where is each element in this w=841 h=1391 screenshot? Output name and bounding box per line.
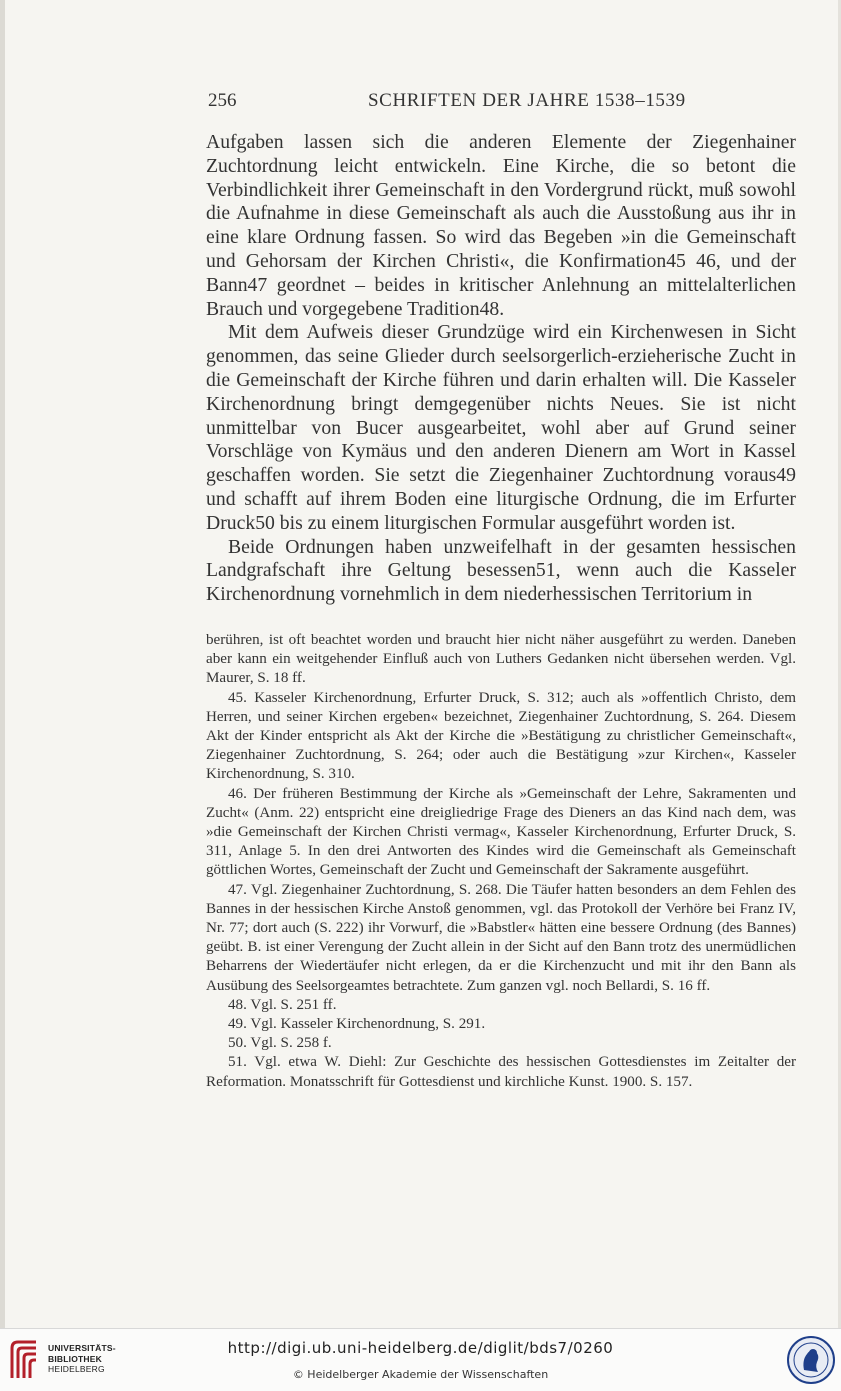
footnote-50: 50. Vgl. S. 258 f. [228, 1035, 332, 1052]
academy-seal-icon [786, 1334, 836, 1386]
permalink-url[interactable]: http://digi.ub.uni-heidelberg.de/diglit/bds7/0260 [227, 1339, 614, 1357]
running-header [208, 90, 798, 116]
footnote-51: 51. Vgl. etwa W. Diehl: Zur Geschichte des hessischen Gottesdienstes im Zeitalter der Reformation. Monatsschrift für Gottesdienst und kirchliche Kunst. 1900. S. 157. [206, 1054, 796, 1090]
footnote-49: 49. Vgl. Kasseler Kirchenordnung, S. 291. [228, 1016, 486, 1033]
library-name-line: HEIDELBERG [48, 1364, 105, 1374]
digitization-footer [0, 1328, 841, 1391]
footnote-47: 47. Vgl. Ziegenhainer Zuchtordnung, S. 268. Die Täufer hatten besonders an dem Fehlen des Bannes in der hessischen Kirche Anstoß genommen, vgl. das Protokoll der Verhöre bei Franz IV, Nr. 77; dort auch (S. 222) ihr Vorwurf, die »Babstler« hätten eine bessere Ordnung (des Bannes) geübt. B. ist einer Verengung der Zucht allein in der Sicht auf den Bann trotz des unermüdlichen Beharrens der Wiedertäufer nicht erlegen, da er die Kirchenzucht und mit ihr den Bann als Ausübung des Seelsorgeamtes betrachtete. Zum ganzen vgl. noch Bellardi, S. 16 ff. [206, 881, 796, 994]
footnotes [206, 631, 796, 1092]
body-paragraph: Aufgaben lassen sich die anderen Elemente der Ziegenhainer Zuchtordnung leicht entwickeln. Eine Kirche, die so betont die Verbindlichkeit ihrer Gemeinschaft in den Vordergrund rückt, muß sowohl die Aufnahme in diese Gemeinschaft als auch die Ausstoßung aus ihr in eine klare Ordnung fassen. So wird das Begeben »in die Gemeinschaft und Gehorsam der Kirchen Christi«, die Konfirmation45 46, und der Bann47 geordnet – beides in kritischer Anlehnung an mittelalterlichen Brauch und vorgegebene Tradition48. [206, 131, 796, 320]
footnote-45: 45. Kasseler Kirchenordnung, Erfurter Druck, S. 312; auch als »offentlich Christo, dem Herren, und seiner Kirchen ergeben« bezeichnet, Ziegenhainer Zuchtordnung, S. 264. Diesem Akt der Kinder entspricht als Akt der Kirche die »Bestätigung zu christlicher Gemeinschaft«, Ziegenhainer Zuchtordnung, S. 264; oder auch die Bestätigung »zur Kirchen«, Kasseler Kirchenordnung, S. 310. [206, 689, 796, 783]
body-paragraph: Beide Ordnungen haben unzweifelhaft in der gesamten hessischen Landgrafschaft ihre Geltung besessen51, wenn auch die Kasseler Kirchenordnung vornehmlich in dem niederhessischen Territorium in [206, 535, 796, 606]
body-paragraph: Mit dem Aufweis dieser Grundzüge wird ein Kirchenwesen in Sicht genommen, das seine Glieder durch seelsorgerlich-erzieherische Zucht in die Gemeinschaft der Kirche führen und darin erhalten will. Die Kasseler Kirchenordnung bringt demgegenüber nichts Neues. Sie ist nicht unmittelbar von Bucer ausgearbeitet, wohl aber auf Grund seiner Vorschläge von Kymäus und den anderen Dienern am Wort in Kassel geschaffen worden. Sie setzt die Ziegenhainer Zuchtordnung voraus49 und schafft auf ihrem Boden eine liturgische Ordnung, die im Erfurter Druck50 bis zu einem liturgischen Formular ausgeführt worden ist. [206, 321, 796, 534]
library-name-line: BIBLIOTHEK [48, 1353, 102, 1364]
running-title: SCHRIFTEN DER JAHRE 1538–1539 [368, 90, 686, 111]
footnote-46: 46. Der früheren Bestimmung der Kirche als »Gemeinschaft der Lehre, Sakramenten und Zucht« (Anm. 22) entspricht eine dreigliedrige Frage des Dieners an das Kind nach dem, was »die Gemeinschaft der Kirchen Christi vermag«, Kasseler Kirchenordnung, Erfurter Druck, S. 311, Anlage 5. In den drei Antworten des Kindes wird die Gemeinschaft als Gemeinschaft göttlichen Wortes, Gemeinschaft der Zucht und Gemeinschaft der Sakramente ausgeführt. [206, 785, 796, 879]
library-name-line: UNIVERSITÄTS- [48, 1343, 116, 1353]
footnote-48: 48. Vgl. S. 251 ff. [228, 996, 337, 1013]
main-text [206, 131, 796, 607]
footnote-continuation: berühren, ist oft beachtet worden und braucht hier nicht näher ausgeführt zu werden. Daneben aber kann ein weitgehender Einfluß auch von Luthers Gedanken nicht übersehen werden. Vgl. Maurer, S. 18 ff. [206, 632, 796, 687]
copyright-notice: © Heidelberger Akademie der Wissenschaften [292, 1368, 549, 1381]
page-number: 256 [208, 90, 237, 111]
page-edge [0, 0, 5, 1328]
